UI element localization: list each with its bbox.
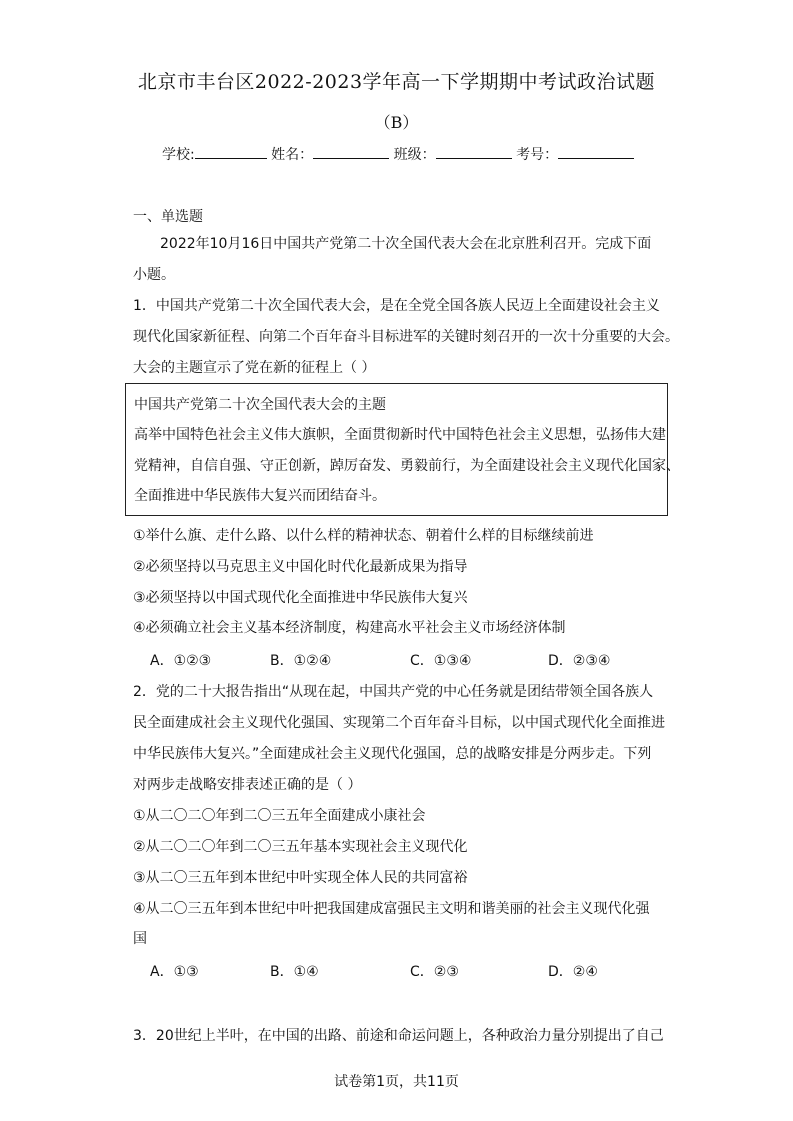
page-title: 北京市丰台区2022-2023学年高一下学期期中考试政治试题 [137,71,656,93]
class-blank[interactable] [436,144,512,159]
statement-item: ③必须坚持以中国式现代化全面推进中华民族伟大复兴 [133,590,468,606]
theme-box-text: 高举中国特色社会主义伟大旗帜，全面贯彻新时代中国特色社会主义思想，弘扬伟大建 [134,427,666,443]
school-label: 学校: [162,147,195,163]
student-info-line [162,144,634,164]
school-blank[interactable] [195,144,267,159]
statement-item: ①举什么旗、走什么路、以什么样的精神状态、朝着什么样的目标继续前进 [133,528,594,544]
statement-item: ②必须坚持以马克思主义中国化时代化最新成果为指导 [133,559,468,575]
option-d[interactable]: D．②④ [548,964,598,980]
theme-box [125,383,680,516]
option-b[interactable]: B．①④ [270,964,319,980]
statement-item: ②从二〇二〇年到二〇三五年基本实现社会主义现代化 [133,839,468,855]
theme-box-title: 中国共产党第二十次全国代表大会的主题 [134,397,386,413]
statement-item: ④从二〇三五年到本世纪中叶把我国建成富强民主文明和谐美丽的社会主义现代化强 [133,901,650,917]
statement-item: ①从二〇二〇年到二〇三五年全面建成小康社会 [133,808,426,824]
theme-box-text: 全面推进中华民族伟大复兴而团结奋斗。 [134,488,386,504]
name-blank[interactable] [313,144,389,159]
intro-text: 2022年10月16日中国共产党第二十次全国代表大会在北京胜利召开。完成下面 [160,236,652,252]
question-text: 中华民族伟大复兴。”全面建成社会主义现代化强国，总的战略安排是分两步走。下列 [133,746,652,762]
question-text: 3．20世纪上半叶，在中国的出路、前途和命运问题上，各种政治力量分别提出了自己 [133,1028,664,1044]
option-d[interactable]: D．②③④ [548,653,611,669]
question-text: 大会的主题宣示了党在新的征程上（ ） [133,360,376,376]
intro-text: 小题。 [133,267,175,283]
theme-box-text: 党精神，自信自强、守正创新，踔厉奋发、勇毅前行，为全面建设社会主义现代化国家、 [134,458,680,474]
statement-item: 国 [133,931,147,947]
id-blank[interactable] [558,144,634,159]
statement-item: ③从二〇三五年到本世纪中叶实现全体人民的共同富裕 [133,870,468,886]
statement-item: ④必须确立社会主义基本经济制度，构建高水平社会主义市场经济体制 [133,620,566,636]
option-a[interactable]: A．①③ [150,964,199,980]
page-subtitle: （B） [374,113,419,132]
question-text: 现代化国家新征程、向第二个百年奋斗目标进军的关键时刻召开的一次十分重要的大会。 [133,329,679,345]
question-text: 1．中国共产党第二十次全国代表大会，是在全党全国各族人民迈上全面建设社会主义 [133,298,660,314]
option-c[interactable]: C．①③④ [410,653,472,669]
id-label: 考号： [516,147,559,163]
question-text: 民全面建成社会主义现代化强国、实现第二个百年奋斗目标，以中国式现代化全面推进 [133,715,665,731]
question-text: 2．党的二十大报告指出“从现在起，中国共产党的中心任务就是团结带领全国各族人 [133,684,654,700]
page-footer: 试卷第1页，共11页 [334,1074,459,1090]
option-c[interactable]: C．②③ [410,964,459,980]
question-text: 对两步走战略安排表述正确的是（ ） [133,777,362,793]
option-a[interactable]: A．①②③ [150,653,212,669]
option-b[interactable]: B．①②④ [270,653,332,669]
section-heading: 一、单选题 [133,209,203,225]
name-label: 姓名： [271,147,314,163]
class-label: 班级： [393,147,436,163]
